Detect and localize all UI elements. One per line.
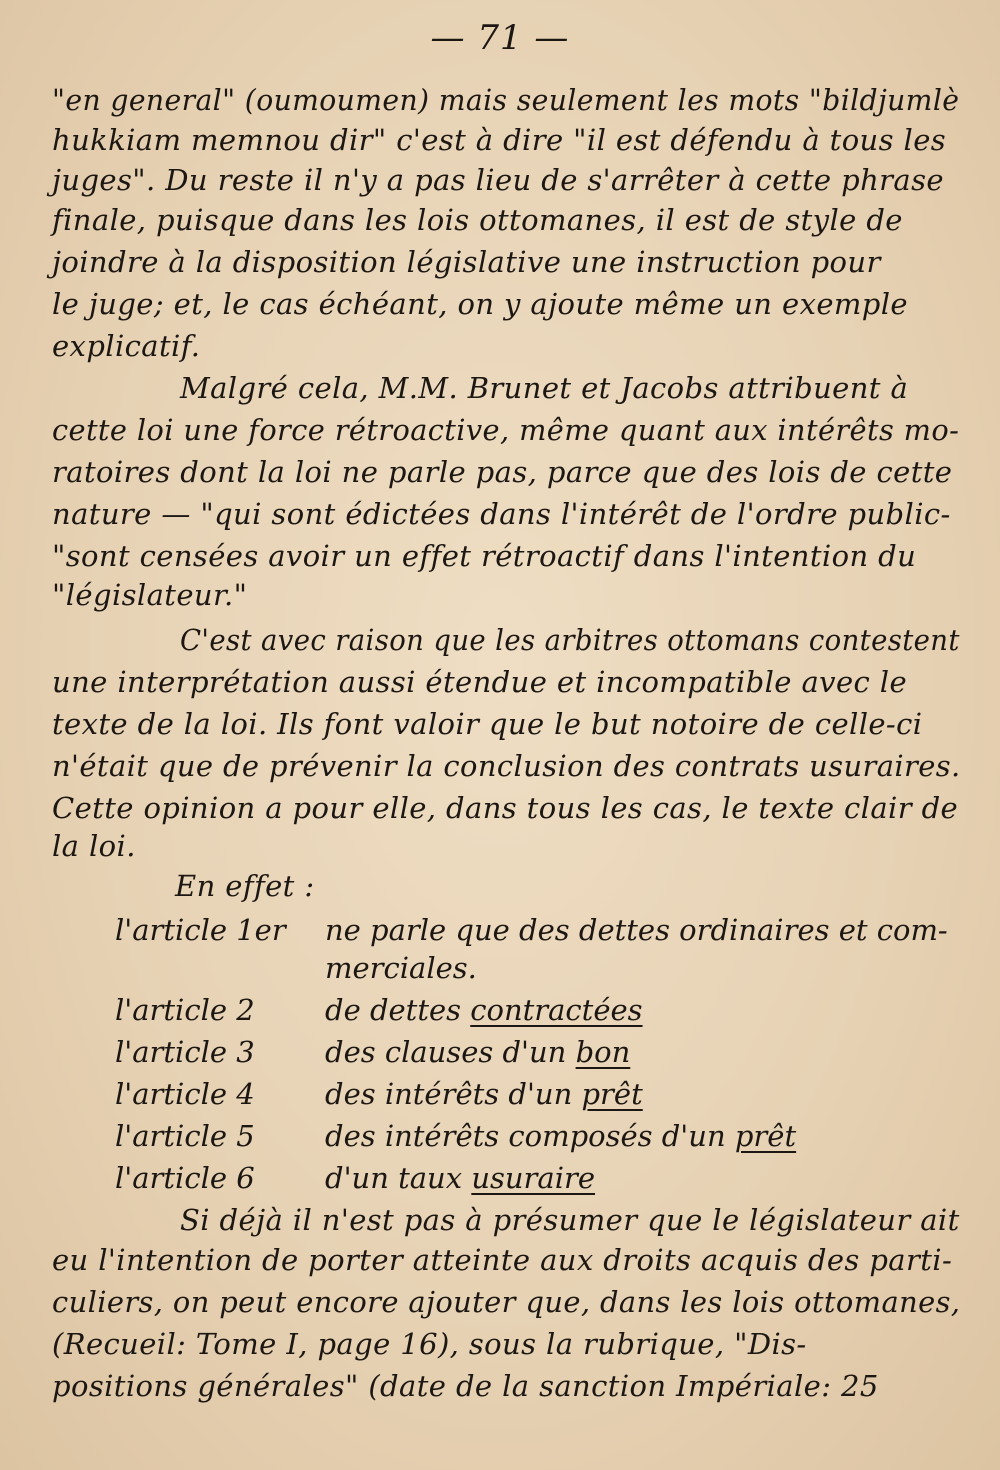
article-row [115, 1032, 630, 1072]
text-line: eu l'intention de porter atteinte aux droits acquis des parti- [52, 1243, 953, 1277]
article-text: des clauses d'un [325, 1035, 576, 1069]
text-line: "en general" (oumoumen) mais seulement les mots "bildjumlè [52, 83, 960, 117]
text-line: "sont censées avoir un effet rétroactif dans l'intention du [52, 539, 917, 573]
article-label: l'article 4 [115, 1077, 255, 1111]
text-line: une interprétation aussi étendue et incompatible avec le [52, 665, 908, 699]
article-continuation: merciales. [325, 951, 477, 985]
text-line: n'était que de prévenir la conclusion des contrats usuraires. [52, 749, 961, 783]
article-underlined-term: prêt [581, 1077, 643, 1111]
article-label: l'article 6 [115, 1161, 255, 1195]
article-row [115, 1074, 643, 1114]
text-line: (Recueil: Tome I, page 16), sous la rubrique, "Dis- [52, 1327, 807, 1361]
text-line: joindre à la disposition législative une instruction pour [52, 245, 881, 279]
text-line: texte de la loi. Ils font valoir que le but notoire de celle-ci [52, 707, 923, 741]
article-text: ne parle que des dettes ordinaires et com- [325, 913, 948, 947]
article-row [115, 910, 948, 950]
article-text: des intérêts d'un [325, 1077, 582, 1111]
text-line: Cette opinion a pour elle, dans tous les cas, le texte clair de [52, 791, 959, 825]
article-text: des intérêts composés d'un [325, 1119, 735, 1153]
text-line: Malgré cela, M.M. Brunet et Jacobs attribuent à [180, 371, 909, 405]
article-underlined-term: bon [575, 1035, 631, 1069]
article-text: de dettes [325, 993, 471, 1027]
text-line: nature — "qui sont édictées dans l'intérêt de l'ordre public- [52, 497, 951, 531]
text-line: culiers, on peut encore ajouter que, dans les lois ottomanes, [52, 1285, 961, 1319]
text-line: le juge; et, le cas échéant, on y ajoute même un exemple [52, 287, 908, 321]
text-line: cette loi une force rétroactive, même quant aux intérêts mo- [52, 413, 960, 447]
text-line: finale, puisque dans les lois ottomanes, il est de style de [52, 203, 903, 237]
article-label: l'article 5 [115, 1119, 255, 1153]
article-text: d'un taux [325, 1161, 472, 1195]
text-line: la loi. [52, 829, 136, 863]
article-row [115, 990, 643, 1030]
text-line: juges". Du reste il n'y a pas lieu de s'arrêter à cette phrase [52, 163, 944, 197]
text-line: hukkiam memnou dir" c'est à dire "il est défendu à tous les [52, 123, 947, 157]
text-line: explicatif. [52, 329, 201, 363]
article-underlined-term: contractées [470, 993, 643, 1027]
text-line: "législateur." [52, 578, 248, 612]
article-label: l'article 3 [115, 1035, 255, 1069]
article-underlined-term: prêt [734, 1119, 797, 1153]
article-label: l'article 1er [115, 913, 286, 947]
text-line: Si déjà il n'est pas à présumer que le législateur ait [180, 1203, 960, 1237]
text-line: C'est avec raison que les arbitres ottomans contestent [180, 623, 960, 657]
page-number: — 71 — [430, 18, 570, 58]
text-line: ratoires dont la loi ne parle pas, parce que des lois de cette [52, 455, 953, 489]
text-line: En effet : [175, 869, 315, 903]
article-row [115, 1116, 796, 1156]
article-row [115, 1158, 595, 1198]
article-label: l'article 2 [115, 993, 255, 1027]
text-line: positions générales" (date de la sanction Impériale: 25 [52, 1369, 879, 1403]
article-underlined-term: usuraire [471, 1161, 596, 1195]
